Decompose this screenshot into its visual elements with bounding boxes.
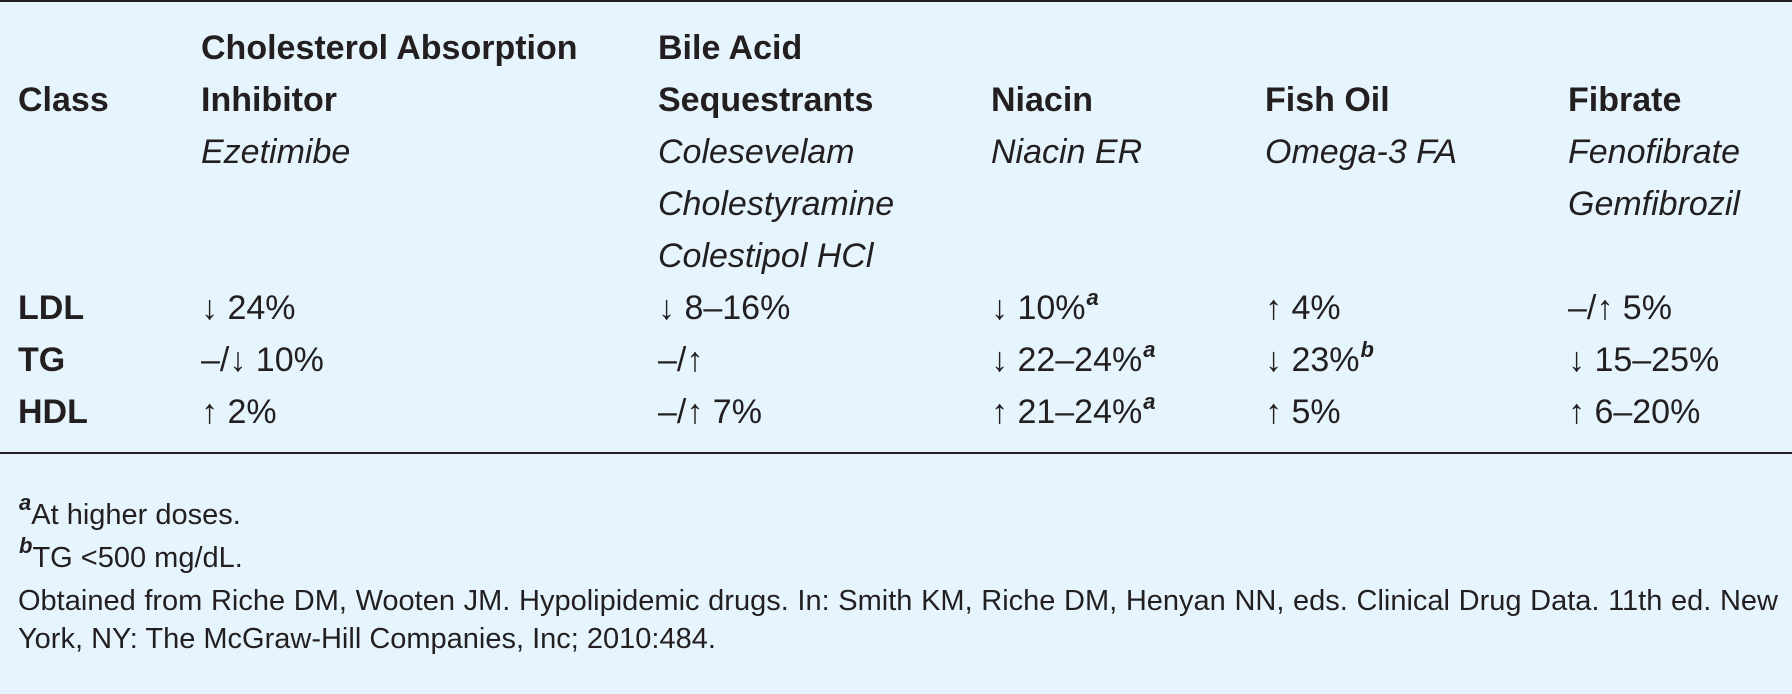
footnote-a-marker: a <box>19 490 32 515</box>
tg-col5: ↓ 15–25% <box>1568 341 1720 379</box>
hdl-col3: ↑ 21–24%$^a$ <box>991 389 1156 431</box>
footnote-b <box>18 533 243 577</box>
col2-drug-1: Colesevelam <box>658 133 855 171</box>
col1-drug-1: Ezetimibe <box>201 133 351 171</box>
col3-header: Niacin <box>991 81 1094 119</box>
col5-drug-1: Fenofibrate <box>1568 133 1740 171</box>
footnote-marker: a <box>1143 337 1156 362</box>
tg-col3: ↓ 22–24%$^a$ <box>991 337 1156 379</box>
tg-col4: ↓ 23%$^b$ <box>1265 337 1374 379</box>
col4-header: Fish Oil <box>1265 81 1390 119</box>
hdl-col4: ↑ 5% <box>1265 393 1341 431</box>
tg-col1: –/↓ 10% <box>201 341 324 379</box>
footnote-b-marker: b <box>19 533 33 558</box>
footnote-a-text: At higher doses. <box>31 499 241 531</box>
col2-drug-3: Colestipol HCl <box>658 237 874 275</box>
tg-col2: –/↑ <box>658 341 704 379</box>
hdl-col5: ↑ 6–20% <box>1568 393 1701 431</box>
footnote-marker: a <box>1143 389 1156 414</box>
col4-drug-1: Omega-3 FA <box>1265 133 1458 171</box>
ldl-col3: ↓ 10%$^a$ <box>991 285 1099 327</box>
ldl-col4: ↑ 4% <box>1265 289 1341 327</box>
col5-drug-2: Gemfibrozil <box>1568 185 1740 223</box>
col2-drug-2: Cholestyramine <box>658 185 895 223</box>
bottom-rule <box>0 452 1792 454</box>
col3-drug-1: Niacin ER <box>991 133 1143 171</box>
ldl-col5: –/↑ 5% <box>1568 289 1672 327</box>
ldl-col2: ↓ 8–16% <box>658 289 791 327</box>
col5-header: Fibrate <box>1568 81 1682 119</box>
hdl-col2: –/↑ 7% <box>658 393 762 431</box>
footnote-b-text: TG <500 mg/dL. <box>32 542 243 574</box>
top-rule <box>0 0 1792 2</box>
row-label-ldl: LDL <box>18 289 85 327</box>
class-header: Class <box>18 81 109 119</box>
footnote-marker: b <box>1360 337 1374 362</box>
col1-header-line1: Cholesterol Absorption <box>201 29 578 67</box>
row-label-tg: TG <box>18 341 66 379</box>
col2-header-line2: Sequestrants <box>658 81 874 119</box>
col2-header-line1: Bile Acid <box>658 29 803 67</box>
footnote-marker: a <box>1086 285 1099 310</box>
hdl-col1: ↑ 2% <box>201 393 277 431</box>
ldl-col1: ↓ 24% <box>201 289 296 327</box>
row-label-hdl: HDL <box>18 393 88 431</box>
footnote-a <box>18 490 241 534</box>
footnote-source: Obtained from Riche DM, Wooten JM. Hypolipidemic drugs. In: Smith KM, Riche DM, Henyan NN, eds. Clinical Drug Data. 11th ed. New York, NY: The McGraw-Hill Companies, Inc; 2010:484. <box>18 585 1778 655</box>
col1-header-line2: Inhibitor <box>201 81 337 119</box>
